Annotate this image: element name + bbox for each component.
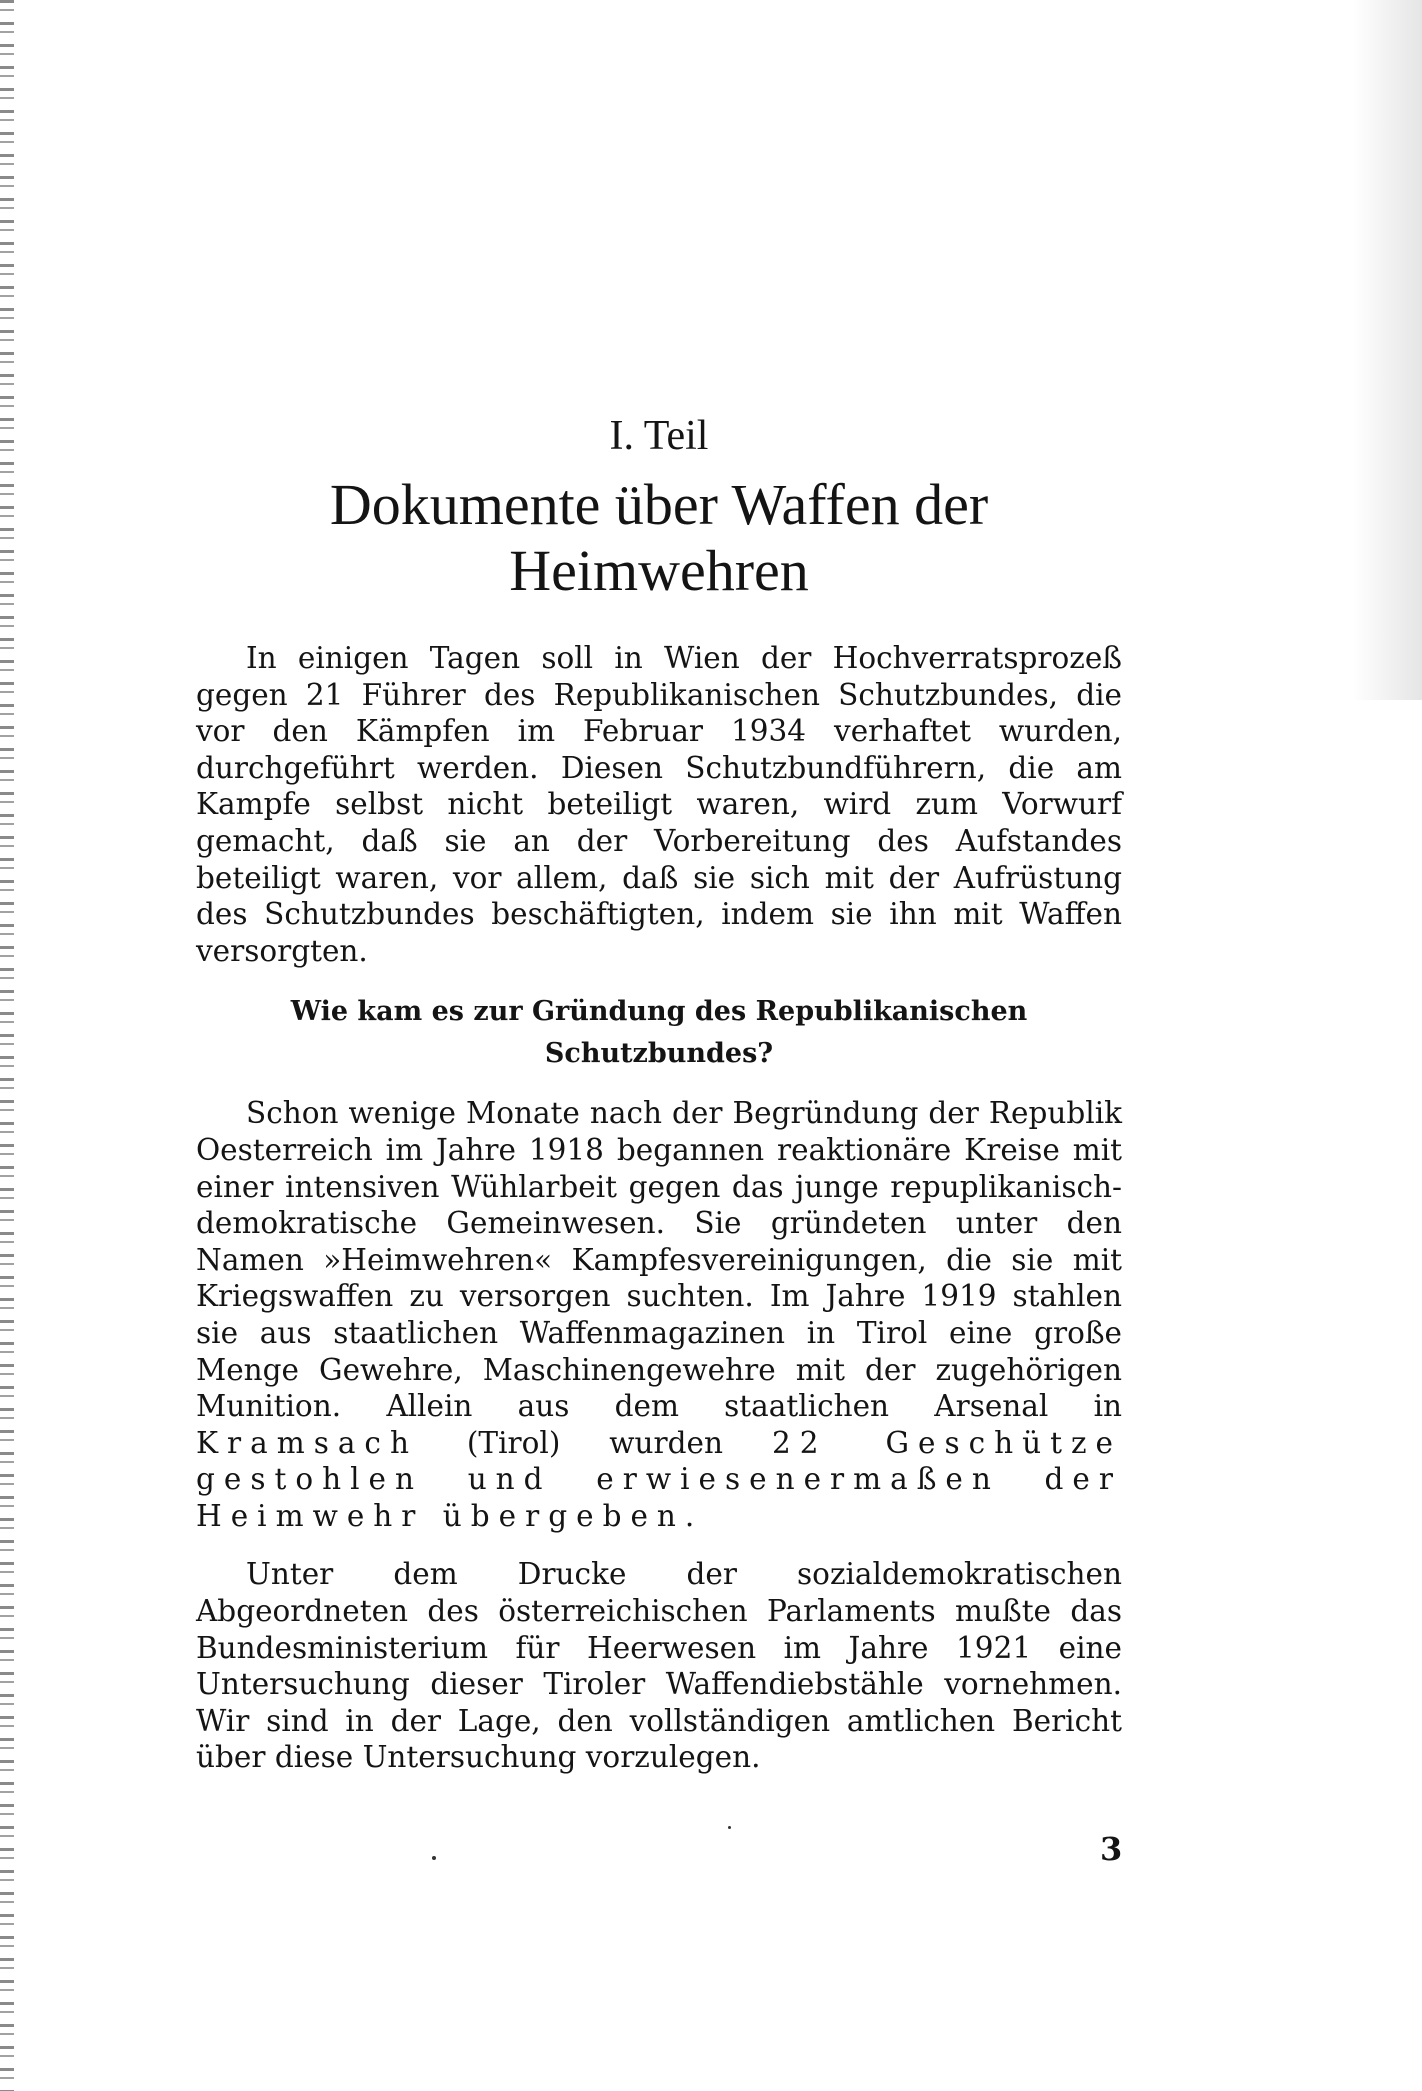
- scan-speck: [432, 1856, 436, 1860]
- paragraph-history-text: Schon wenige Monate nach der Begründung der Republik Oesterreich im Jahre 1918 begannen reaktionäre Kreise mit einer intensiven Wühlarbeit gegen das junge repuplikanisch-demokratische Gemeinwesen. Sie gründeten unter den Namen »Heimwehren« Kampfesvereinigungen, die sie mit Kriegswaffen zu versorgen suchten. Im Jahre 1919 stahlen sie aus staatlichen Waffenmagazinen in Tirol eine große Menge Gewehre, Maschinengewehre mit der zugehörigen Munition. Allein aus dem staatlichen Arsenal in: [196, 1096, 1122, 1424]
- paragraph-history: [196, 1095, 1122, 1534]
- paragraph-history-text-2: (Tirol) wurden: [466, 1425, 723, 1460]
- scan-edge-left: [0, 0, 14, 2091]
- emphasis-guns-stolen: 22 Geschütze gestohlen und erwiesenermaßen der Heimwehr übergeben.: [196, 1425, 1122, 1533]
- page-number: 3: [1100, 1830, 1123, 1868]
- scan-edge-right: [1352, 0, 1422, 700]
- chapter-title: Dokumente über Waffen der Heimwehren: [329, 472, 989, 603]
- scan-speck: [728, 1826, 731, 1829]
- paragraph-intro: In einigen Tagen soll in Wien der Hochverratsprozeß gegen 21 Führer des Republikanischen Schutzbundes, die vor den Kämpfen im Februar 1934 verhaftet wurden, durchgeführt werden. Diesen Schutzbundführern, die am Kampfe selbst nicht beteiligt waren, wird zum Vorwurf gemacht, daß sie an der Vorbereitung des Aufstandes beteiligt waren, vor allem, daß sie sich mit der Aufrüstung des Schutzbundes beschäftigten, indem sie ihn mit Waffen versorgten.: [196, 641, 1122, 968]
- section-heading: Wie kam es zur Gründung des Republikanischen Schutzbundes?: [290, 996, 1028, 1070]
- paragraph-investigation: Unter dem Drucke der sozialdemokratischen Abgeordneten des österreichischen Parlaments mußte das Bundesministerium für Heerwesen im Jahre 1921 eine Untersuchung dieser Tiroler Waffendiebstähle vornehmen. Wir sind in der Lage, den vollständigen amtlichen Bericht über diese Untersuchung vorzulegen.: [196, 1557, 1122, 1775]
- page-content: [196, 410, 1122, 1776]
- part-label: I. Teil: [609, 413, 709, 459]
- emphasis-kramsach: Kramsach: [196, 1425, 418, 1460]
